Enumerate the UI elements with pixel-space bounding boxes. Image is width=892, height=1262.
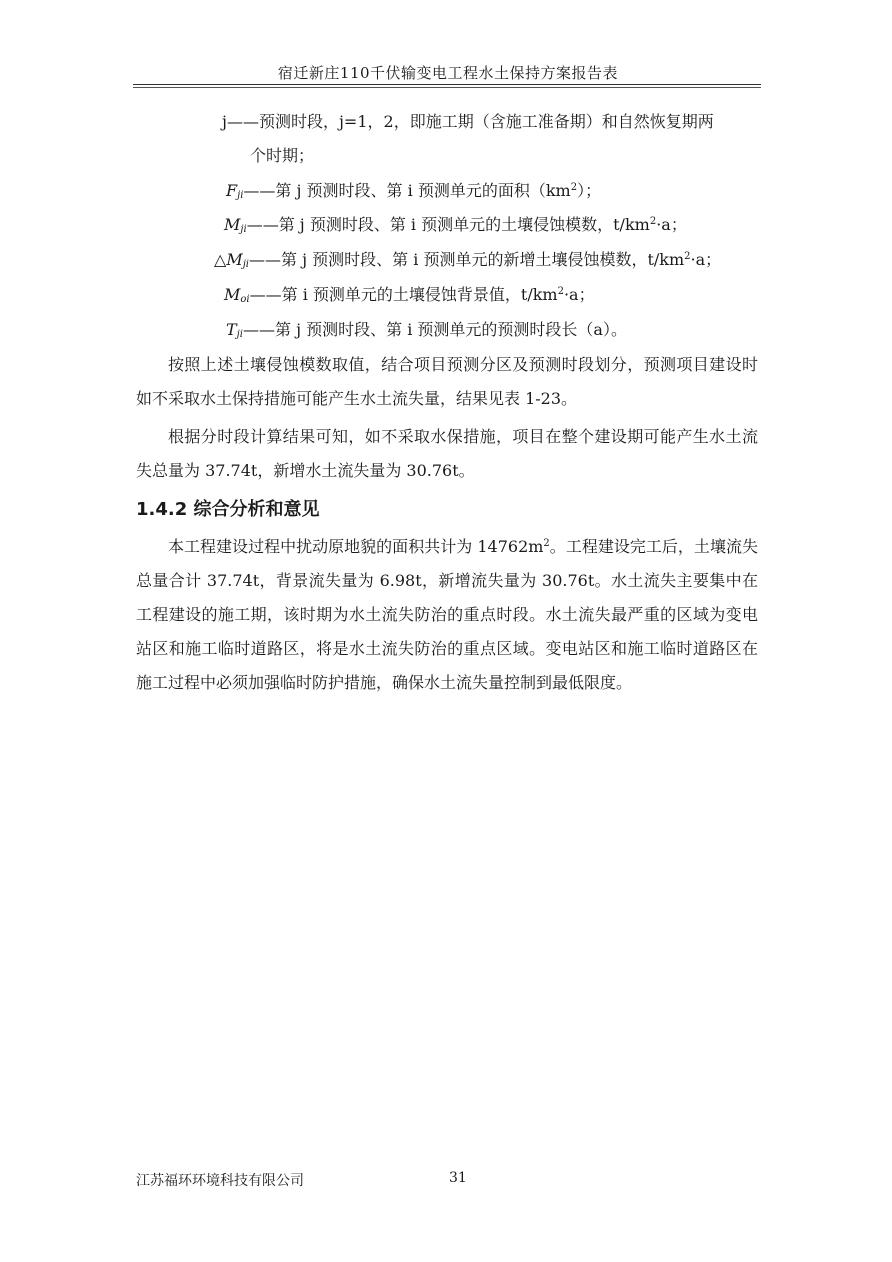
definition-Mo-text: ——第 i 预测单元的土壤侵蚀背景值，t/km (249, 285, 558, 304)
definition-M-text: ——第 j 预测时段、第 i 预测单元的土壤侵蚀模数，t/km (246, 215, 650, 234)
conclusion-area-sup: 2 (543, 538, 550, 549)
definition-M (224, 215, 687, 235)
definition-F (226, 181, 601, 201)
definition-F-text: ——第 j 预测时段、第 i 预测单元的面积（km (243, 181, 571, 200)
definition-j-line1: j——预测时段，j=1，2，即施工期（含施工准备期）和自然恢复期两 (222, 112, 714, 131)
definition-Mo (224, 285, 595, 305)
symbol-T: T (226, 320, 237, 339)
symbol-F: F (226, 181, 238, 200)
definition-F-tail: ）； (577, 181, 602, 200)
page-number: 31 (449, 1170, 467, 1186)
page-header-title: 宿迁新庄110千伏输变电工程水土保持方案报告表 (277, 64, 619, 82)
definition-M-sup: 2 (649, 216, 657, 227)
definition-delta-M-sup: 2 (684, 251, 691, 262)
paragraph-prediction-result: 根据分时段计算结果可知，如不采取水保措施，项目在整个建设期可能产生水土流失总量为 37.74t，新增水土流失量为 30.76t。 (136, 427, 758, 480)
definition-Mo-tail: ·a； (563, 285, 595, 304)
definition-F-sup: 2 (570, 182, 578, 193)
header-divider-thin (133, 87, 761, 88)
definition-T (226, 320, 627, 340)
definition-delta-M (214, 250, 721, 270)
delta-symbol: △ (214, 250, 227, 269)
definition-delta-M-text: ——第 j 预测时段、第 i 预测单元的新增土壤侵蚀模数，t/km (249, 250, 685, 269)
symbol-F-subscript: ji (237, 190, 244, 201)
paragraph-conclusion (136, 530, 758, 700)
definition-Mo-sup: 2 (557, 286, 564, 297)
definition-T-text: ——第 j 预测时段、第 i 预测单元的预测时段长（a）。 (242, 320, 627, 339)
symbol-Mo: M (224, 285, 241, 304)
symbol-Mo-subscript: oi (240, 294, 250, 305)
conclusion-part1: 本工程建设过程中扰动原地貌的面积共计为 14762m (168, 537, 544, 556)
paragraph-prediction-method: 按照上述土壤侵蚀模数取值，结合项目预测分区及预测时段划分，预测项目建设时如不采取水土保持措施可能产生水土流失量，结果见表 1-23。 (136, 355, 758, 408)
footer-company: 江苏福环环境科技有限公司 (136, 1173, 304, 1189)
symbol-delta-M: M (226, 250, 243, 269)
symbol-T-subscript: ji (236, 329, 243, 340)
definition-M-tail: ·a； (656, 215, 687, 234)
definition-j-line2: 个时期； (250, 146, 315, 165)
header-divider (133, 84, 761, 85)
section-heading: 1.4.2 综合分析和意见 (136, 499, 320, 520)
symbol-delta-M-subscript: ji (242, 259, 250, 270)
conclusion-part2: 。工程建设完工后，土壤流失总量合计 37.74t，背景流失量为 6.98t，新增流失量为 30.76t。水土流失主要集中在工程建设的施工期，该时期为水土流失防治的重点时段。水土流失最严重的区域为变电站区和施工临时道路区，将是水土流失防治的重点区域。变电站区和施工临时道路区在施工过程中必须加强临时防护措施，确保水土流失量控制到最低限度。 (136, 537, 758, 692)
symbol-M: M (224, 215, 241, 234)
symbol-M-subscript: ji (240, 224, 247, 235)
definition-delta-M-tail: ·a； (690, 250, 722, 269)
